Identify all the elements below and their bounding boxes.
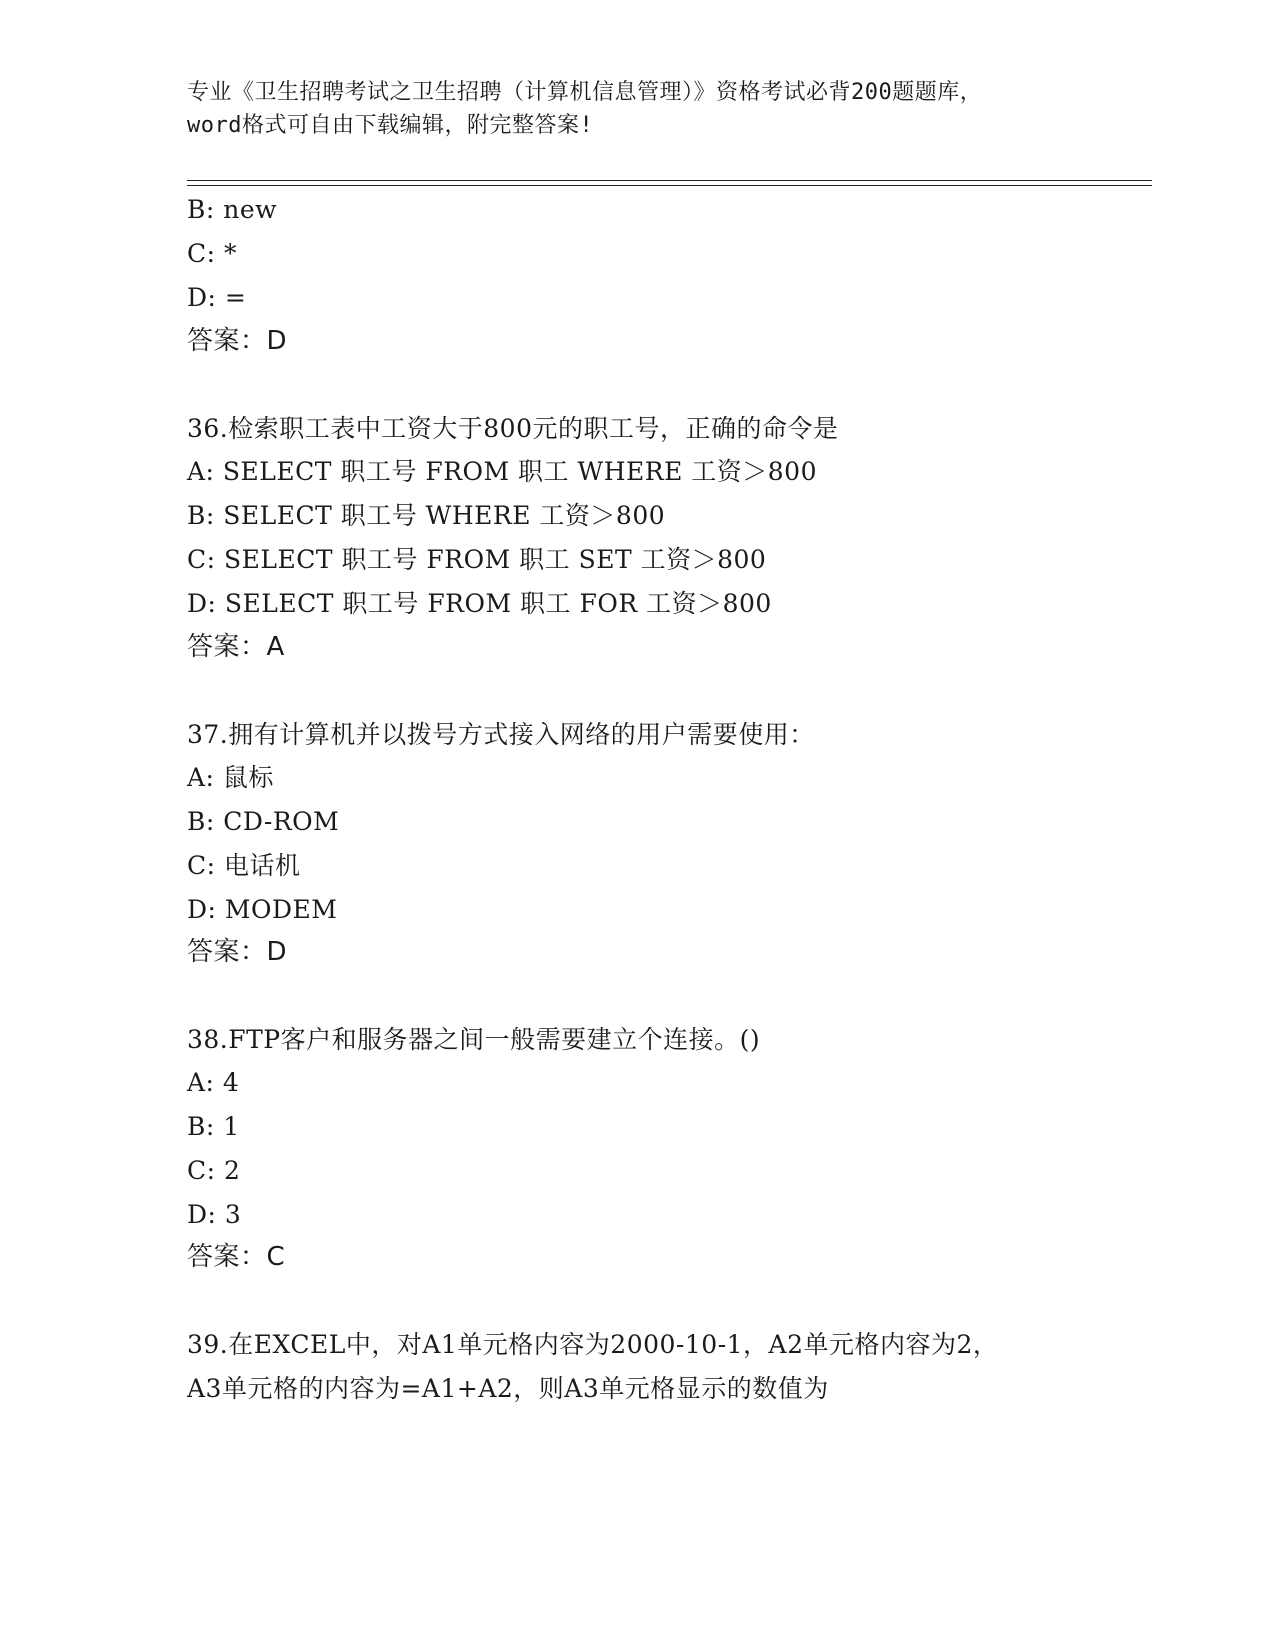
- question-stem: 38.FTP客户和服务器之间一般需要建立个连接。(): [187, 1025, 761, 1054]
- answer: 答案：D: [187, 326, 288, 356]
- option-d: D: =: [187, 283, 247, 312]
- question-stem-line-1: 39.在EXCEL中，对A1单元格内容为2000-10-1，A2单元格内容为2，: [187, 1330, 999, 1359]
- option-b: B: SELECT 职工号 WHERE 工资＞800: [187, 501, 666, 530]
- answer: 答案：A: [187, 632, 285, 662]
- option-a: A: 鼠标: [187, 763, 274, 792]
- header-line-1: 专业《卫生招聘考试之卫生招聘（计算机信息管理）》资格考试必背200题题库，: [187, 80, 983, 105]
- option-d: D: MODEM: [187, 895, 338, 924]
- question-stem: 36.检索职工表中工资大于800元的职工号，正确的命令是: [187, 414, 839, 443]
- page-header: [187, 76, 1087, 142]
- header-divider-top: [187, 180, 1152, 181]
- answer: 答案：C: [187, 1242, 286, 1272]
- option-c: C: SELECT 职工号 FROM 职工 SET 工资＞800: [187, 545, 767, 574]
- header-divider-bottom: [187, 185, 1152, 186]
- option-d: D: 3: [187, 1200, 242, 1229]
- answer: 答案：D: [187, 937, 288, 967]
- option-d: D: SELECT 职工号 FROM 职工 FOR 工资＞800: [187, 589, 772, 618]
- option-a: A: 4: [187, 1068, 240, 1097]
- option-b: B: CD-ROM: [187, 807, 340, 836]
- option-c: C: 电话机: [187, 851, 301, 880]
- option-c: C: *: [187, 239, 237, 268]
- option-b: B: 1: [187, 1112, 240, 1141]
- question-stem-line-2: A3单元格的内容为=A1+A2，则A3单元格显示的数值为: [187, 1374, 829, 1403]
- option-c: C: 2: [187, 1156, 241, 1185]
- option-a: A: SELECT 职工号 FROM 职工 WHERE 工资＞800: [187, 457, 817, 486]
- question-stem: 37.拥有计算机并以拨号方式接入网络的用户需要使用：: [187, 720, 815, 749]
- option-b: B: new: [187, 195, 278, 224]
- header-line-2: word格式可自由下载编辑，附完整答案!: [187, 113, 594, 138]
